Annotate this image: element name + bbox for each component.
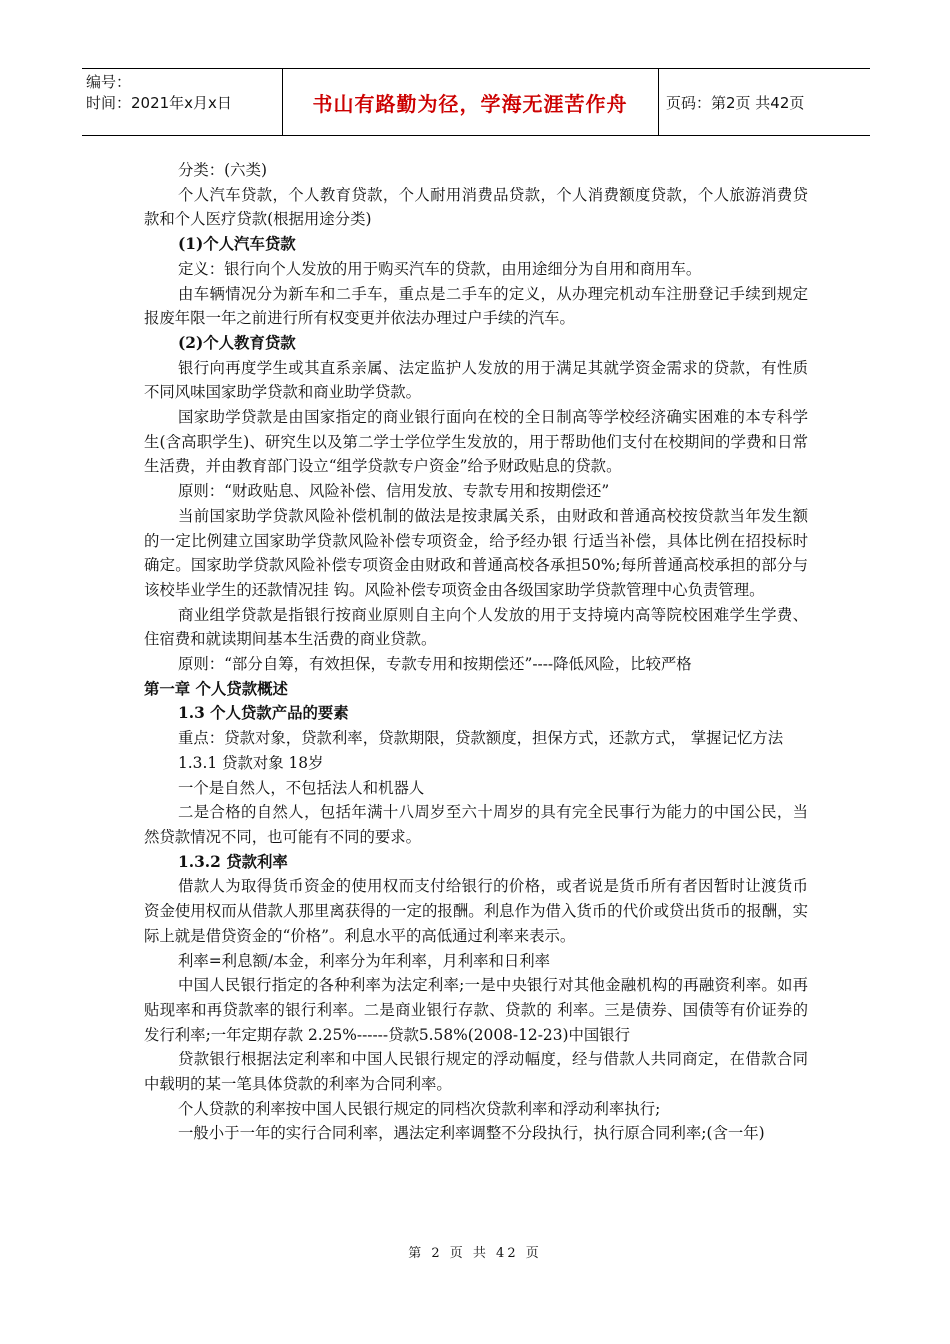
section-heading: 1.3.2 贷款利率 <box>178 852 288 871</box>
paragraph: 借款人为取得货币资金的使用权而支付给银行的价格，或者说是货币所有者因暂时让渡货币资金使用权而从借款人那里离获得的一定的报酬。利息作为借入货币的代价或贷出货币的报酬，实际上就是借贷资金的“价格”。利息水平的高低通过利率来表示。 <box>144 877 808 945</box>
paragraph: 原则：“部分自筹，有效担保，专款专用和按期偿还”----降低风险，比较严格 <box>178 655 692 674</box>
paragraph: 重点：贷款对象，贷款利率，贷款期限，贷款额度，担保方式，还款方式， 掌握记忆方法 <box>178 729 784 748</box>
header-number-label: 编号： <box>86 73 132 91</box>
header-meta <box>86 72 282 114</box>
paragraph: 个人汽车贷款，个人教育贷款，个人耐用消费品贷款，个人消费额度贷款，个人旅游消费贷款和个人医疗贷款(根据用途分类) <box>144 185 808 229</box>
section-heading: (1)个人汽车贷款 <box>178 235 296 254</box>
section-heading: 1.3 个人贷款产品的要素 <box>178 704 349 723</box>
paragraph: 个人贷款的利率按中国人民银行规定的同档次贷款利率和浮动利率执行; <box>178 1099 661 1118</box>
paragraph: 利率=利息额/本金，利率分为年利率，月利率和日利率 <box>178 951 551 970</box>
paragraph: 当前国家助学贷款风险补偿机制的做法是按隶属关系，由财政和普通高校按贷款当年发生额的一定比例建立国家助学贷款风险补偿专项资金，给予经办银 行适当补偿，具体比例在招投标时确定。国家助学贷款风险补偿专项资金由财政和普通高校各承担50%;每所普通高校承担的部分与该校毕业学生的还款情况挂 钩。风险补偿专项资金由各级国家助学贷款管理中心负责管理。 <box>144 506 808 599</box>
header-divider-right <box>658 68 659 136</box>
page-footer: 第 2 页 共 42 页 <box>408 1246 542 1261</box>
document-body <box>144 158 808 1146</box>
paragraph: 二是合格的自然人，包括年满十八周岁至六十周岁的具有完全民事行为能力的中国公民，当然贷款情况不同，也可能有不同的要求。 <box>144 803 808 846</box>
paragraph: 一个是自然人，不包括法人和机器人 <box>178 778 425 797</box>
page-header <box>82 68 870 136</box>
header-motto: 书山有路勤为径，学海无涯苦作舟 <box>312 91 628 116</box>
header-page-label: 页码：第2页 共42页 <box>666 93 805 112</box>
paragraph: 银行向再度学生或其直系亲属、法定监护人发放的用于满足其就学资金需求的贷款，有性质不同风味国家助学贷款和商业助学贷款。 <box>144 358 808 402</box>
paragraph: 分类：(六类) <box>178 161 267 179</box>
paragraph: 商业组学贷款是指银行按商业原则自主向个人发放的用于支持境内高等院校困难学生学费、住宿费和就读期间基本生活费的商业贷款。 <box>144 605 808 649</box>
paragraph: 国家助学贷款是由国家指定的商业银行面向在校的全日制高等学校经济确实困难的本专科学生(含高职学生)、研究生以及第二学士学位学生发放的，用于帮助他们支付在校期间的学费和日常生活费，并由教育部门设立“组学贷款专户资金”给予财政贴息的贷款。 <box>144 408 808 476</box>
section-heading: (2)个人教育贷款 <box>178 333 296 352</box>
paragraph: 1.3.1 贷款对象 18岁 <box>178 753 324 772</box>
paragraph: 定义：银行向个人发放的用于购买汽车的贷款，由用途细分为自用和商用车。 <box>178 259 702 278</box>
header-time-label: 时间：2021年x月x日 <box>86 94 232 112</box>
paragraph: 贷款银行根据法定利率和中国人民银行规定的浮动幅度，经与借款人共同商定，在借款合同中载明的某一笔具体贷款的利率为合同利率。 <box>144 1050 808 1094</box>
paragraph: 原则：“财政贴息、风险补偿、信用发放、专款专用和按期偿还” <box>178 482 610 501</box>
paragraph: 一般小于一年的实行合同利率，遇法定利率调整不分段执行，执行原合同利率;(含一年) <box>178 1124 765 1143</box>
header-divider-left <box>282 68 283 136</box>
section-heading: 第一章 个人贷款概述 <box>144 679 288 698</box>
paragraph: 中国人民银行指定的各种利率为法定利率;一是中央银行对其他金融机构的再融资利率。如再贴现率和再贷款率的银行利率。二是商业银行存款、贷款的 利率。三是债券、国债等有价证券的发行利率;一年定期存款 2.25%------贷款5.58%(2008-12-23)中国银行 <box>144 976 808 1044</box>
paragraph: 由车辆情况分为新车和二手车，重点是二手车的定义，从办理完机动车注册登记手续到规定报废年限一年之前进行所有权变更并依法办理过户手续的汽车。 <box>144 284 808 328</box>
